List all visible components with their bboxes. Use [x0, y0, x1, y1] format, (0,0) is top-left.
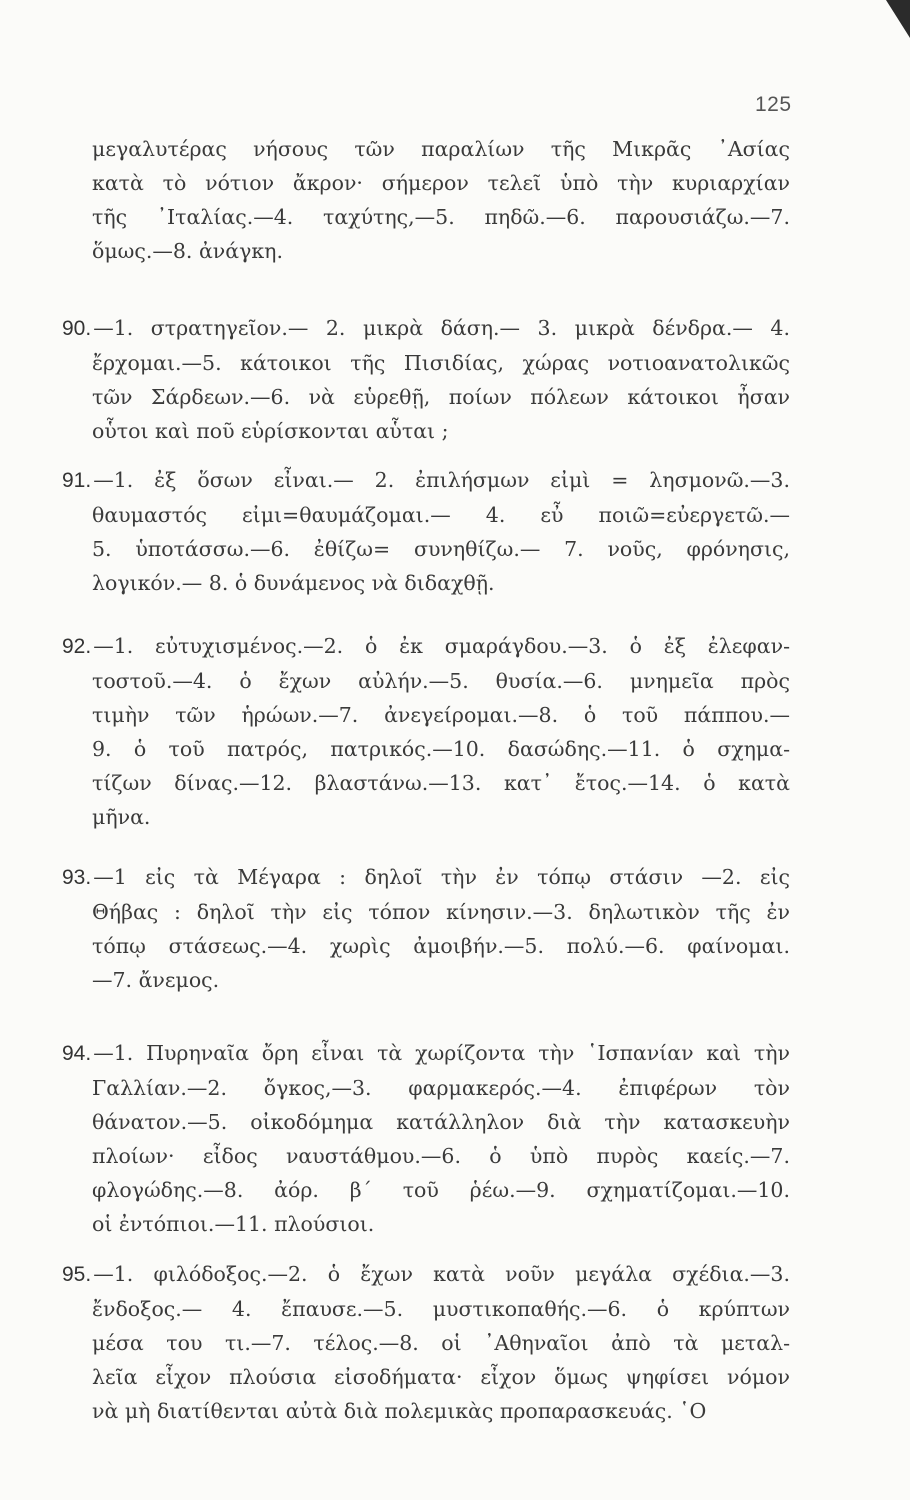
block-number: 94. [62, 1042, 92, 1065]
page-number: 125 [755, 93, 792, 116]
text-line [92, 1394, 790, 1428]
line-text: μέσα του τι.—7. τέλος.—8. οἱ ᾿Αθηναῖοι ἀπὸ τὰ μεταλ- [92, 1331, 790, 1355]
text-line [92, 200, 790, 234]
text-line [92, 166, 790, 200]
block-number: 92. [62, 635, 92, 658]
text-line [92, 1071, 790, 1105]
line-text: φλογώδης.—8. ἀόρ. β΄ τοῦ ῥέω.—9. σχηματίζομαι.—10. [92, 1178, 790, 1202]
text-line [92, 1207, 790, 1241]
text-line [92, 532, 790, 566]
line-text: μῆνα. [92, 805, 151, 829]
answer-block [62, 860, 790, 997]
text-line [92, 732, 790, 766]
line-text: τῆς ᾿Ιταλίας.—4. ταχύτης,—5. πηδῶ.—6. παρουσιάζω.—7. [92, 205, 790, 229]
answer-block [62, 311, 790, 448]
block-number: 91. [62, 469, 92, 492]
text-line [92, 1173, 790, 1207]
text-line [92, 346, 790, 380]
text-line [92, 1139, 790, 1173]
line-text: —1. φιλόδοξος.—2. ὁ ἔχων κατὰ νοῦν μεγάλα σχέδια.—3. [93, 1262, 790, 1286]
text-line [92, 1326, 790, 1360]
text-line [92, 234, 790, 268]
text-line [62, 463, 790, 498]
block-number: 93. [62, 866, 92, 889]
text-line [62, 311, 790, 346]
line-text: οὗτοι καὶ ποῦ εὑρίσκονται αὗται ; [92, 419, 449, 443]
line-text: τόπῳ στάσεως.—4. χωρὶς ἀμοιβήν.—5. πολύ.—6. φαίνομαι. [92, 934, 790, 958]
line-text: ἔρχομαι.—5. κάτοικοι τῆς Πισιδίας, χώρας νοτιοανατολικῶς [92, 351, 790, 375]
text-line [92, 132, 790, 166]
line-text: ὅμως.—8. ἀνάγκη. [92, 239, 283, 263]
line-text: πλοίων· εἶδος ναυστάθμου.—6. ὁ ὑπὸ πυρὸς καείς.—7. [92, 1144, 790, 1168]
text-line [92, 1292, 790, 1326]
line-text: —1. Πυρηναῖα ὄρη εἶναι τὰ χωρίζοντα τὴν ῾Ισπανίαν καὶ τὴν [93, 1041, 790, 1065]
line-text: Θήβας : δηλοῖ τὴν εἰς τόπον κίνησιν.—3. δηλωτικὸν τῆς ἐν [92, 900, 790, 924]
line-text: μεγαλυτέρας νήσους τῶν παραλίων τῆς Μικρᾶς ᾿Ασίας [92, 137, 790, 161]
text-line [92, 895, 790, 929]
block-number: 95. [62, 1263, 92, 1286]
answer-block [62, 463, 790, 600]
text-line [62, 860, 790, 895]
line-text: οἱ ἐντόπιοι.—11. πλούσιοι. [92, 1212, 375, 1236]
line-text: —1. στρατηγεῖον.— 2. μικρὰ δάση.— 3. μικρὰ δένδρα.— 4. [93, 316, 790, 340]
page-corner-shadow [886, 0, 910, 38]
line-text: λεῖα εἶχον πλούσια εἰσοδήματα· εἶχον ὅμως ψηφίσει νόμον [92, 1365, 790, 1389]
text-line [92, 698, 790, 732]
line-text: —1. εὐτυχισμένος.—2. ὁ ἐκ σμαράγδου.—3. ὁ ἐξ ἐλεφαν- [93, 634, 790, 658]
answer-block [62, 1257, 790, 1428]
line-text: θάνατον.—5. οἰκοδόμημα κατάλληλον διὰ τὴν κατασκευὴν [92, 1110, 790, 1134]
text-line [92, 414, 790, 448]
answer-block [62, 629, 790, 834]
line-text: τῶν Σάρδεων.—6. νὰ εὑρεθῇ, ποίων πόλεων κάτοικοι ἦσαν [92, 385, 790, 409]
text-line [92, 1105, 790, 1139]
line-text: κατὰ τὸ νότιον ἄκρον· σήμερον τελεῖ ὑπὸ τὴν κυριαρχίαν [92, 171, 790, 195]
line-text: νὰ μὴ διατίθενται αὐτὰ διὰ πολεμικὰς προπαρασκευάς. ῾Ο [92, 1399, 707, 1423]
answer-block [62, 1036, 790, 1241]
answer-block [92, 132, 790, 268]
line-text: 9. ὁ τοῦ πατρός, πατρικός.—10. δασώδης.—11. ὁ σχημα- [92, 737, 790, 761]
text-line [92, 963, 790, 997]
block-number: 90. [62, 317, 92, 340]
line-text: θαυμαστός εἰμι=θαυμάζομαι.— 4. εὖ ποιῶ=εὐεργετῶ.— [92, 503, 790, 527]
text-line [92, 498, 790, 532]
text-line [92, 1360, 790, 1394]
text-line [92, 929, 790, 963]
text-line [62, 1036, 790, 1071]
line-text: 5. ὑποτάσσω.—6. ἐθίζω= συνηθίζω.— 7. νοῦς, φρόνησις, [92, 537, 790, 561]
line-text: τίζων δίνας.—12. βλαστάνω.—13. κατ᾿ ἔτος.—14. ὁ κατὰ [92, 771, 790, 795]
text-line [92, 800, 790, 834]
text-line [92, 766, 790, 800]
line-text: Γαλλίαν.—2. ὄγκος,—3. φαρμακερός.—4. ἐπιφέρων τὸν [92, 1076, 790, 1100]
line-text: λογικόν.— 8. ὁ δυνάμενος νὰ διδαχθῇ. [92, 571, 495, 595]
line-text: ἔνδοξος.— 4. ἔπαυσε.—5. μυστικοπαθής.—6. ὁ κρύπτων [92, 1297, 790, 1321]
line-text: —7. ἄνεμος. [92, 968, 220, 992]
line-text: —1 εἰς τὰ Μέγαρα : δηλοῖ τὴν ἐν τόπῳ στάσιν —2. εἰς [93, 865, 790, 889]
line-text: —1. ἐξ ὅσων εἶναι.— 2. ἐπιλήσμων εἰμὶ = λησμονῶ.—3. [93, 468, 790, 492]
line-text: τοστοῦ.—4. ὁ ἔχων αὐλήν.—5. θυσία.—6. μνημεῖα πρὸς [92, 669, 790, 693]
text-line [92, 380, 790, 414]
text-line [62, 629, 790, 664]
line-text: τιμὴν τῶν ἡρώων.—7. ἀνεγείρομαι.—8. ὁ τοῦ πάππου.— [92, 703, 790, 727]
text-line [92, 566, 790, 600]
text-line [62, 1257, 790, 1292]
text-line [92, 664, 790, 698]
